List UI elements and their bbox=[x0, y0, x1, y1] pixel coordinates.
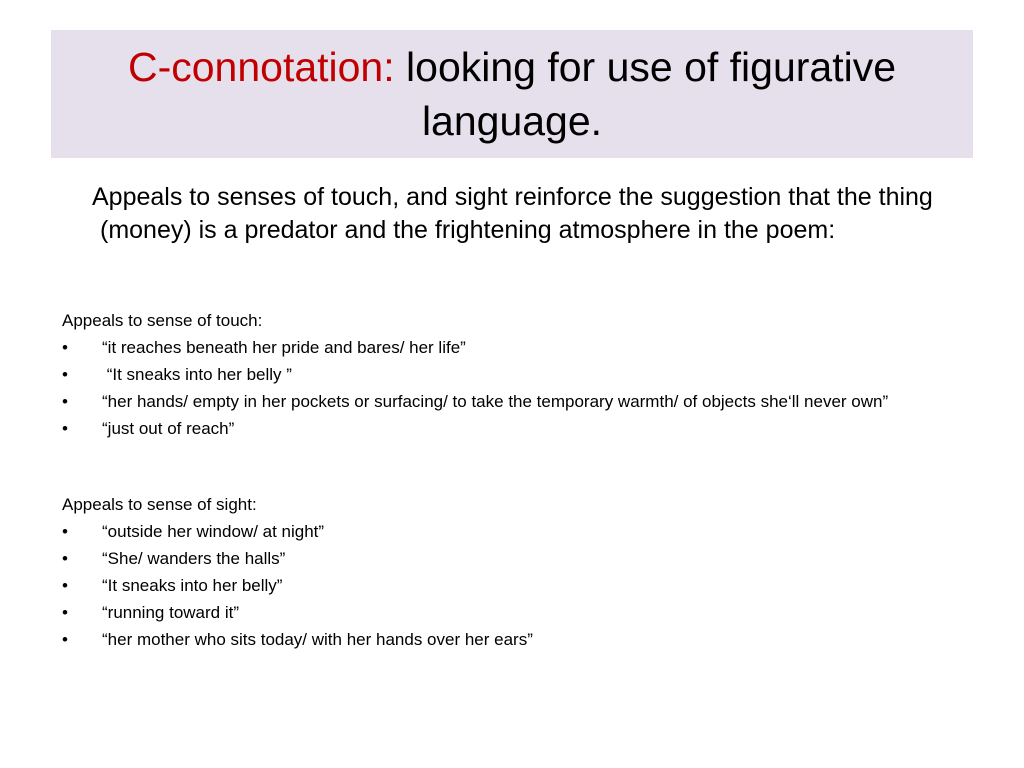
list-item bbox=[62, 522, 962, 542]
sight-heading: Appeals to sense of sight: bbox=[62, 495, 257, 514]
list-item-text: “just out of reach” bbox=[102, 419, 235, 438]
touch-list bbox=[62, 338, 962, 439]
touch-heading: Appeals to sense of touch: bbox=[62, 311, 263, 330]
list-item bbox=[62, 419, 962, 439]
list-item-text: “her mother who sits today/ with her hands over her ears” bbox=[102, 630, 533, 649]
intro-paragraph bbox=[92, 181, 962, 247]
sight-section bbox=[62, 495, 962, 657]
list-item-text: “It sneaks into her belly ” bbox=[102, 365, 292, 384]
list-item bbox=[62, 338, 962, 358]
title-rest: looking for use of figurative language. bbox=[394, 44, 897, 144]
bullet-icon: • bbox=[62, 419, 68, 438]
bullet-icon: • bbox=[62, 549, 68, 568]
bullet-icon: • bbox=[62, 603, 68, 622]
bullet-icon: • bbox=[62, 576, 68, 595]
sight-list bbox=[62, 522, 962, 650]
title-banner bbox=[51, 30, 973, 158]
title-accent: C-connotation: bbox=[127, 44, 395, 90]
bullet-icon: • bbox=[62, 338, 68, 357]
list-item-text: “outside her window/ at night” bbox=[102, 522, 325, 541]
slide-title bbox=[71, 40, 953, 148]
list-item bbox=[62, 392, 962, 412]
bullet-icon: • bbox=[62, 630, 68, 649]
list-item-text: “her hands/ empty in her pockets or surfacing/ to take the temporary warmth/ of objects she‘ll never own” bbox=[102, 392, 889, 411]
touch-section bbox=[62, 311, 962, 446]
bullet-icon: • bbox=[62, 392, 68, 411]
bullet-icon: • bbox=[62, 522, 68, 541]
list-item-text: “running toward it” bbox=[102, 603, 240, 622]
list-item bbox=[62, 549, 962, 569]
list-item bbox=[62, 630, 962, 650]
intro-text: Appeals to senses of touch, and sight reinforce the suggestion that the thing (money) is a predator and the frightening atmosphere in the poem: bbox=[92, 183, 933, 244]
list-item-text: “She/ wanders the halls” bbox=[102, 549, 286, 568]
bullet-icon: • bbox=[62, 365, 68, 384]
list-item-text: “It sneaks into her belly” bbox=[102, 576, 283, 595]
list-item bbox=[62, 576, 962, 596]
list-item-text: “it reaches beneath her pride and bares/ her life” bbox=[102, 338, 466, 357]
list-item bbox=[62, 603, 962, 623]
list-item bbox=[62, 365, 962, 385]
